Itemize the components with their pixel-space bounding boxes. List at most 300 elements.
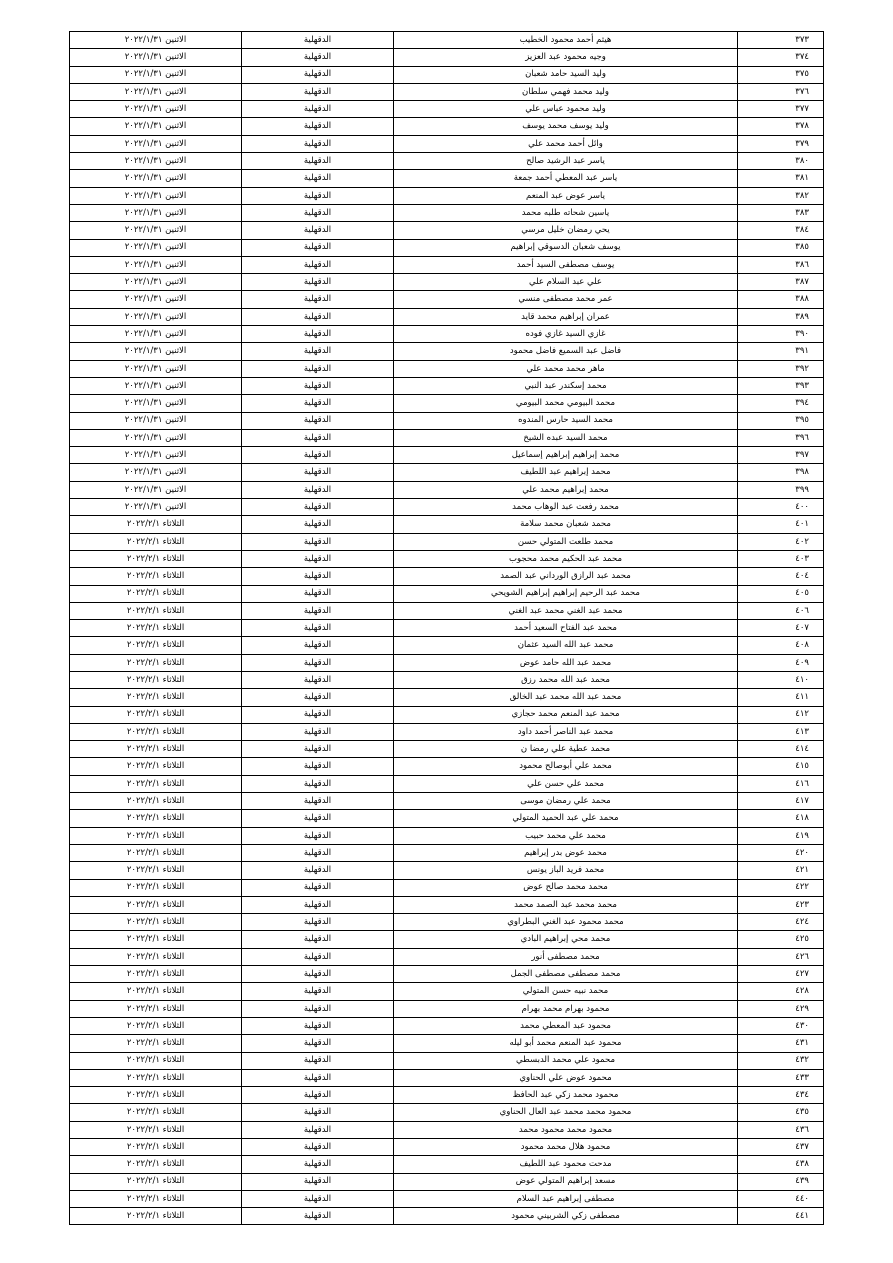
date-cell: الثلاثاء ٢٠٢٢/٢/١ — [70, 671, 242, 688]
row-number-cell: ٤١١ — [738, 689, 824, 706]
row-number-cell: ٣٩٩ — [738, 481, 824, 498]
row-number-cell: ٤١٢ — [738, 706, 824, 723]
governorate-cell: الدقهلية — [242, 914, 394, 931]
governorate-cell: الدقهلية — [242, 360, 394, 377]
table-row — [70, 499, 824, 516]
date-cell: الثلاثاء ٢٠٢٢/٢/١ — [70, 879, 242, 896]
name-cell: محمد فريد الباز يونس — [394, 862, 738, 879]
governorate-cell: الدقهلية — [242, 844, 394, 861]
table-row — [70, 135, 824, 152]
row-number-cell: ٤٢٢ — [738, 879, 824, 896]
name-cell: مسعد إبراهيم المتولي عوض — [394, 1173, 738, 1190]
name-cell: هيثم أحمد محمود الخطيب — [394, 32, 738, 49]
table-row — [70, 758, 824, 775]
name-cell: محمد علي حسن علي — [394, 775, 738, 792]
name-cell: وليد محمد فهمي سلطان — [394, 83, 738, 100]
row-number-cell: ٤٢٣ — [738, 896, 824, 913]
name-cell: محمد إسكندر عبد النبي — [394, 377, 738, 394]
date-cell: الثلاثاء ٢٠٢٢/٢/١ — [70, 844, 242, 861]
date-cell: الاثنين ٢٠٢٢/١/٣١ — [70, 377, 242, 394]
row-number-cell: ٣٧٤ — [738, 49, 824, 66]
governorate-cell: الدقهلية — [242, 464, 394, 481]
row-number-cell: ٣٩٢ — [738, 360, 824, 377]
row-number-cell: ٤١٩ — [738, 827, 824, 844]
table-row — [70, 862, 824, 879]
row-number-cell: ٣٩٧ — [738, 447, 824, 464]
row-number-cell: ٤٣٤ — [738, 1087, 824, 1104]
name-cell: يوسف مصطفى السيد أحمد — [394, 256, 738, 273]
row-number-cell: ٣٩١ — [738, 343, 824, 360]
governorate-cell: الدقهلية — [242, 827, 394, 844]
governorate-cell: الدقهلية — [242, 308, 394, 325]
table-row — [70, 1156, 824, 1173]
date-cell: الاثنين ٢٠٢٢/١/٣١ — [70, 447, 242, 464]
row-number-cell: ٤٠٦ — [738, 602, 824, 619]
row-number-cell: ٤٢٧ — [738, 966, 824, 983]
table-row — [70, 1208, 824, 1225]
name-cell: محمد عبد الرازق الورداني عبد الصمد — [394, 568, 738, 585]
row-number-cell: ٤١٤ — [738, 741, 824, 758]
row-number-cell: ٣٩٤ — [738, 395, 824, 412]
date-cell: الثلاثاء ٢٠٢٢/٢/١ — [70, 1069, 242, 1086]
date-cell: الاثنين ٢٠٢٢/١/٣١ — [70, 429, 242, 446]
row-number-cell: ٣٧٨ — [738, 118, 824, 135]
name-cell: ياسين شحاته طلبه محمد — [394, 204, 738, 221]
table-row — [70, 412, 824, 429]
table-row — [70, 775, 824, 792]
row-number-cell: ٣٩٠ — [738, 326, 824, 343]
date-cell: الاثنين ٢٠٢٢/١/٣١ — [70, 101, 242, 118]
governorate-cell: الدقهلية — [242, 83, 394, 100]
name-cell: محمد عبد الغني محمد عبد الغني — [394, 602, 738, 619]
table-row — [70, 170, 824, 187]
table-row — [70, 66, 824, 83]
date-cell: الاثنين ٢٠٢٢/١/٣١ — [70, 326, 242, 343]
date-cell: الثلاثاء ٢٠٢٢/٢/١ — [70, 533, 242, 550]
date-cell: الاثنين ٢٠٢٢/١/٣١ — [70, 83, 242, 100]
table-row — [70, 654, 824, 671]
governorate-cell: الدقهلية — [242, 326, 394, 343]
date-cell: الثلاثاء ٢٠٢٢/٢/١ — [70, 585, 242, 602]
date-cell: الثلاثاء ٢٠٢٢/٢/١ — [70, 827, 242, 844]
governorate-cell: الدقهلية — [242, 1017, 394, 1034]
date-cell: الثلاثاء ٢٠٢٢/٢/١ — [70, 689, 242, 706]
name-cell: وجيه محمود عبد العزيز — [394, 49, 738, 66]
governorate-cell: الدقهلية — [242, 896, 394, 913]
governorate-cell: الدقهلية — [242, 1190, 394, 1207]
row-number-cell: ٣٨٨ — [738, 291, 824, 308]
name-cell: محمد عبد الله السيد عثمان — [394, 637, 738, 654]
governorate-cell: الدقهلية — [242, 1087, 394, 1104]
table-row — [70, 204, 824, 221]
governorate-cell: الدقهلية — [242, 879, 394, 896]
table-row — [70, 187, 824, 204]
row-number-cell: ٤٠٤ — [738, 568, 824, 585]
date-cell: الثلاثاء ٢٠٢٢/٢/١ — [70, 741, 242, 758]
table-row — [70, 32, 824, 49]
name-cell: محمود هلال محمد محمود — [394, 1139, 738, 1156]
governorate-cell: الدقهلية — [242, 948, 394, 965]
table-row — [70, 1017, 824, 1034]
governorate-cell: الدقهلية — [242, 66, 394, 83]
name-cell: وائل أحمد محمد علي — [394, 135, 738, 152]
governorate-cell: الدقهلية — [242, 671, 394, 688]
governorate-cell: الدقهلية — [242, 810, 394, 827]
date-cell: الثلاثاء ٢٠٢٢/٢/١ — [70, 1173, 242, 1190]
date-cell: الاثنين ٢٠٢٢/١/٣١ — [70, 412, 242, 429]
date-cell: الاثنين ٢٠٢٢/١/٣١ — [70, 274, 242, 291]
row-number-cell: ٣٨٤ — [738, 222, 824, 239]
table-row — [70, 1069, 824, 1086]
governorate-cell: الدقهلية — [242, 49, 394, 66]
date-cell: الاثنين ٢٠٢٢/١/٣١ — [70, 239, 242, 256]
row-number-cell: ٤٢٦ — [738, 948, 824, 965]
row-number-cell: ٣٧٧ — [738, 101, 824, 118]
governorate-cell: الدقهلية — [242, 723, 394, 740]
row-number-cell: ٣٩٨ — [738, 464, 824, 481]
governorate-cell: الدقهلية — [242, 931, 394, 948]
governorate-cell: الدقهلية — [242, 1173, 394, 1190]
name-cell: محمود محمد محمود محمد — [394, 1121, 738, 1138]
row-number-cell: ٤٣٦ — [738, 1121, 824, 1138]
table-row — [70, 1035, 824, 1052]
name-cell: عمران إبراهيم محمد قايد — [394, 308, 738, 325]
governorate-cell: الدقهلية — [242, 204, 394, 221]
date-cell: الثلاثاء ٢٠٢٢/٢/١ — [70, 568, 242, 585]
row-number-cell: ٤١٧ — [738, 793, 824, 810]
governorate-cell: الدقهلية — [242, 983, 394, 1000]
table-row — [70, 844, 824, 861]
date-cell: الثلاثاء ٢٠٢٢/٢/١ — [70, 602, 242, 619]
name-cell: محمود محمد محمد عبد العال الحناوي — [394, 1104, 738, 1121]
name-cell: يحي رمضان خليل مرسي — [394, 222, 738, 239]
table-row — [70, 896, 824, 913]
table-row — [70, 326, 824, 343]
name-cell: يوسف شعبان الدسوقي إبراهيم — [394, 239, 738, 256]
governorate-cell: الدقهلية — [242, 758, 394, 775]
name-cell: محمد مصطفى أنور — [394, 948, 738, 965]
table-row — [70, 602, 824, 619]
name-cell: محمد عوض بدر إبراهيم — [394, 844, 738, 861]
row-number-cell: ٤١٠ — [738, 671, 824, 688]
governorate-cell: الدقهلية — [242, 862, 394, 879]
name-cell: مدحت محمود عبد اللطيف — [394, 1156, 738, 1173]
governorate-cell: الدقهلية — [242, 395, 394, 412]
governorate-cell: الدقهلية — [242, 1121, 394, 1138]
governorate-cell: الدقهلية — [242, 1035, 394, 1052]
date-cell: الثلاثاء ٢٠٢٢/٢/١ — [70, 1104, 242, 1121]
date-cell: الاثنين ٢٠٢٢/١/٣١ — [70, 135, 242, 152]
date-cell: الاثنين ٢٠٢٢/١/٣١ — [70, 308, 242, 325]
table-row — [70, 568, 824, 585]
governorate-cell: الدقهلية — [242, 32, 394, 49]
row-number-cell: ٤٠٧ — [738, 620, 824, 637]
row-number-cell: ٤٣٨ — [738, 1156, 824, 1173]
row-number-cell: ٤٠٠ — [738, 499, 824, 516]
row-number-cell: ٣٨٦ — [738, 256, 824, 273]
governorate-cell: الدقهلية — [242, 412, 394, 429]
row-number-cell: ٤٢٠ — [738, 844, 824, 861]
name-cell: محمود علي محمد الدبسطي — [394, 1052, 738, 1069]
governorate-cell: الدقهلية — [242, 153, 394, 170]
governorate-cell: الدقهلية — [242, 343, 394, 360]
table-row — [70, 447, 824, 464]
governorate-cell: الدقهلية — [242, 602, 394, 619]
table-row — [70, 291, 824, 308]
name-cell: ياسر عبد الرشيد صالح — [394, 153, 738, 170]
name-cell: محمد عبد الله حامد عوض — [394, 654, 738, 671]
governorate-cell: الدقهلية — [242, 568, 394, 585]
name-cell: محمد محي إبراهيم البادي — [394, 931, 738, 948]
row-number-cell: ٤١٥ — [738, 758, 824, 775]
row-number-cell: ٣٧٣ — [738, 32, 824, 49]
name-cell: ياسر عبد المعطي أحمد جمعة — [394, 170, 738, 187]
name-cell: محمد عبد الرحيم إبراهيم إبراهيم الشويحي — [394, 585, 738, 602]
name-cell: فاضل عبد السميع فاضل محمود — [394, 343, 738, 360]
governorate-cell: الدقهلية — [242, 1104, 394, 1121]
row-number-cell: ٣٩٥ — [738, 412, 824, 429]
row-number-cell: ٤٢٨ — [738, 983, 824, 1000]
governorate-cell: الدقهلية — [242, 1208, 394, 1225]
row-number-cell: ٣٨٥ — [738, 239, 824, 256]
row-number-cell: ٣٨٠ — [738, 153, 824, 170]
table-row — [70, 533, 824, 550]
name-cell: محمد عبد الناصر أحمد داود — [394, 723, 738, 740]
row-number-cell: ٤٣٢ — [738, 1052, 824, 1069]
date-cell: الثلاثاء ٢٠٢٢/٢/١ — [70, 654, 242, 671]
row-number-cell: ٣٨١ — [738, 170, 824, 187]
name-cell: محمد السيد حارس المندوه — [394, 412, 738, 429]
date-cell: الثلاثاء ٢٠٢٢/٢/١ — [70, 620, 242, 637]
governorate-cell: الدقهلية — [242, 516, 394, 533]
name-cell: محمد عبد المنعم محمد حجازي — [394, 706, 738, 723]
table-row — [70, 671, 824, 688]
date-cell: الثلاثاء ٢٠٢٢/٢/١ — [70, 723, 242, 740]
table-row — [70, 83, 824, 100]
date-cell: الثلاثاء ٢٠٢٢/٢/١ — [70, 758, 242, 775]
name-cell: محمد علي عبد الحميد المتولي — [394, 810, 738, 827]
table-body — [70, 32, 824, 1225]
name-cell: محمد محمد عبد الصمد محمد — [394, 896, 738, 913]
row-number-cell: ٤٢٥ — [738, 931, 824, 948]
row-number-cell: ٤٠٥ — [738, 585, 824, 602]
name-cell: محمد محمود عبد الغني البطراوي — [394, 914, 738, 931]
date-cell: الاثنين ٢٠٢٢/١/٣١ — [70, 222, 242, 239]
name-cell: مصطفى زكي الشربيني محمود — [394, 1208, 738, 1225]
table-row — [70, 966, 824, 983]
name-cell: محمد السيد عبده الشيخ — [394, 429, 738, 446]
governorate-cell: الدقهلية — [242, 1069, 394, 1086]
table-row — [70, 118, 824, 135]
name-cell: محمد عبد الله محمد عبد الخالق — [394, 689, 738, 706]
row-number-cell: ٤٠٨ — [738, 637, 824, 654]
date-cell: الثلاثاء ٢٠٢٢/٢/١ — [70, 1087, 242, 1104]
row-number-cell: ٣٨٧ — [738, 274, 824, 291]
table-row — [70, 256, 824, 273]
name-cell: محمد عطية علي رمضا ن — [394, 741, 738, 758]
governorate-cell: الدقهلية — [242, 256, 394, 273]
table-row — [70, 1087, 824, 1104]
name-cell: محمود عبد المنعم محمد أبو ليله — [394, 1035, 738, 1052]
date-cell: الثلاثاء ٢٠٢٢/٢/١ — [70, 914, 242, 931]
name-cell: محمد إبراهيم إبراهيم إسماعيل — [394, 447, 738, 464]
table-row — [70, 550, 824, 567]
governorate-cell: الدقهلية — [242, 585, 394, 602]
table-row — [70, 429, 824, 446]
governorate-cell: الدقهلية — [242, 741, 394, 758]
row-number-cell: ٣٨٢ — [738, 187, 824, 204]
name-cell: عمر محمد مصطفى منسي — [394, 291, 738, 308]
row-number-cell: ٣٧٥ — [738, 66, 824, 83]
date-cell: الاثنين ٢٠٢٢/١/٣١ — [70, 204, 242, 221]
date-cell: الثلاثاء ٢٠٢٢/٢/١ — [70, 810, 242, 827]
date-cell: الثلاثاء ٢٠٢٢/٢/١ — [70, 1121, 242, 1138]
governorate-cell: الدقهلية — [242, 499, 394, 516]
name-cell: مصطفى إبراهيم عبد السلام — [394, 1190, 738, 1207]
table-row — [70, 377, 824, 394]
table-row — [70, 1190, 824, 1207]
table-row — [70, 464, 824, 481]
table-row — [70, 585, 824, 602]
date-cell: الاثنين ٢٠٢٢/١/٣١ — [70, 499, 242, 516]
name-cell: وليد محمود عباس علي — [394, 101, 738, 118]
governorate-cell: الدقهلية — [242, 170, 394, 187]
table-row — [70, 689, 824, 706]
date-cell: الثلاثاء ٢٠٢٢/٢/١ — [70, 1139, 242, 1156]
date-cell: الثلاثاء ٢٠٢٢/٢/١ — [70, 793, 242, 810]
name-cell: محمود بهرام محمد بهرام — [394, 1000, 738, 1017]
row-number-cell: ٣٩٣ — [738, 377, 824, 394]
date-cell: الاثنين ٢٠٢٢/١/٣١ — [70, 291, 242, 308]
date-cell: الاثنين ٢٠٢٢/١/٣١ — [70, 32, 242, 49]
table-row — [70, 153, 824, 170]
row-number-cell: ٣٨٩ — [738, 308, 824, 325]
table-row — [70, 620, 824, 637]
date-cell: الثلاثاء ٢٠٢٢/٢/١ — [70, 1156, 242, 1173]
date-cell: الثلاثاء ٢٠٢٢/٢/١ — [70, 516, 242, 533]
table-row — [70, 879, 824, 896]
date-cell: الاثنين ٢٠٢٢/١/٣١ — [70, 118, 242, 135]
row-number-cell: ٣٧٩ — [738, 135, 824, 152]
name-cell: محمد عبد الحكيم محمد محجوب — [394, 550, 738, 567]
governorate-cell: الدقهلية — [242, 1156, 394, 1173]
row-number-cell: ٣٨٣ — [738, 204, 824, 221]
table-row — [70, 239, 824, 256]
date-cell: الاثنين ٢٠٢٢/١/٣١ — [70, 464, 242, 481]
table-row — [70, 723, 824, 740]
table-row — [70, 343, 824, 360]
date-cell: الثلاثاء ٢٠٢٢/٢/١ — [70, 1000, 242, 1017]
governorate-cell: الدقهلية — [242, 550, 394, 567]
date-cell: الثلاثاء ٢٠٢٢/٢/١ — [70, 948, 242, 965]
name-cell: غازي السيد غازي فوده — [394, 326, 738, 343]
table-row — [70, 101, 824, 118]
names-table — [69, 31, 824, 1225]
date-cell: الثلاثاء ٢٠٢٢/٢/١ — [70, 775, 242, 792]
row-number-cell: ٤١٣ — [738, 723, 824, 740]
row-number-cell: ٤٢٤ — [738, 914, 824, 931]
date-cell: الثلاثاء ٢٠٢٢/٢/١ — [70, 1017, 242, 1034]
governorate-cell: الدقهلية — [242, 775, 394, 792]
row-number-cell: ٤٤٠ — [738, 1190, 824, 1207]
name-cell: محمد عبد الفتاح السعيد أحمد — [394, 620, 738, 637]
name-cell: محمد البيومي محمد البيومي — [394, 395, 738, 412]
date-cell: الثلاثاء ٢٠٢٢/٢/١ — [70, 637, 242, 654]
table-row — [70, 49, 824, 66]
date-cell: الثلاثاء ٢٠٢٢/٢/١ — [70, 931, 242, 948]
row-number-cell: ٤٢١ — [738, 862, 824, 879]
governorate-cell: الدقهلية — [242, 291, 394, 308]
table-row — [70, 308, 824, 325]
date-cell: الثلاثاء ٢٠٢٢/٢/١ — [70, 550, 242, 567]
name-cell: محمد علي محمد حبيب — [394, 827, 738, 844]
table-row — [70, 1104, 824, 1121]
table-row — [70, 1173, 824, 1190]
governorate-cell: الدقهلية — [242, 447, 394, 464]
governorate-cell: الدقهلية — [242, 187, 394, 204]
name-cell: وليد السيد حامد شعبان — [394, 66, 738, 83]
table-row — [70, 360, 824, 377]
row-number-cell: ٤٣٩ — [738, 1173, 824, 1190]
governorate-cell: الدقهلية — [242, 481, 394, 498]
name-cell: محمد رفعت عبد الوهاب محمد — [394, 499, 738, 516]
row-number-cell: ٤٠٩ — [738, 654, 824, 671]
table-row — [70, 481, 824, 498]
row-number-cell: ٤٣٥ — [738, 1104, 824, 1121]
governorate-cell: الدقهلية — [242, 101, 394, 118]
date-cell: الاثنين ٢٠٢٢/١/٣١ — [70, 170, 242, 187]
governorate-cell: الدقهلية — [242, 966, 394, 983]
row-number-cell: ٤٣١ — [738, 1035, 824, 1052]
table-row — [70, 810, 824, 827]
name-cell: محمد عبد الله محمد رزق — [394, 671, 738, 688]
table-row — [70, 706, 824, 723]
date-cell: الاثنين ٢٠٢٢/١/٣١ — [70, 256, 242, 273]
table-row — [70, 516, 824, 533]
governorate-cell: الدقهلية — [242, 793, 394, 810]
row-number-cell: ٤١٦ — [738, 775, 824, 792]
name-cell: علي عبد السلام علي — [394, 274, 738, 291]
name-cell: محمد مصطفى مصطفى الجمل — [394, 966, 738, 983]
name-cell: محمود محمد زكي عبد الحافظ — [394, 1087, 738, 1104]
table-row — [70, 827, 824, 844]
row-number-cell: ٤٠٣ — [738, 550, 824, 567]
table-row — [70, 983, 824, 1000]
date-cell: الثلاثاء ٢٠٢٢/٢/١ — [70, 966, 242, 983]
row-number-cell: ٤٠١ — [738, 516, 824, 533]
governorate-cell: الدقهلية — [242, 274, 394, 291]
row-number-cell: ٤٢٩ — [738, 1000, 824, 1017]
governorate-cell: الدقهلية — [242, 706, 394, 723]
name-cell: ياسر عوض عبد المنعم — [394, 187, 738, 204]
governorate-cell: الدقهلية — [242, 533, 394, 550]
date-cell: الاثنين ٢٠٢٢/١/٣١ — [70, 481, 242, 498]
governorate-cell: الدقهلية — [242, 429, 394, 446]
row-number-cell: ٤٣٣ — [738, 1069, 824, 1086]
table-row — [70, 222, 824, 239]
table-row — [70, 793, 824, 810]
date-cell: الثلاثاء ٢٠٢٢/٢/١ — [70, 1190, 242, 1207]
date-cell: الاثنين ٢٠٢٢/١/٣١ — [70, 153, 242, 170]
row-number-cell: ٤٣٧ — [738, 1139, 824, 1156]
date-cell: الثلاثاء ٢٠٢٢/٢/١ — [70, 1052, 242, 1069]
date-cell: الاثنين ٢٠٢٢/١/٣١ — [70, 187, 242, 204]
governorate-cell: الدقهلية — [242, 1139, 394, 1156]
governorate-cell: الدقهلية — [242, 222, 394, 239]
table-row — [70, 1052, 824, 1069]
table-row — [70, 395, 824, 412]
table-row — [70, 274, 824, 291]
